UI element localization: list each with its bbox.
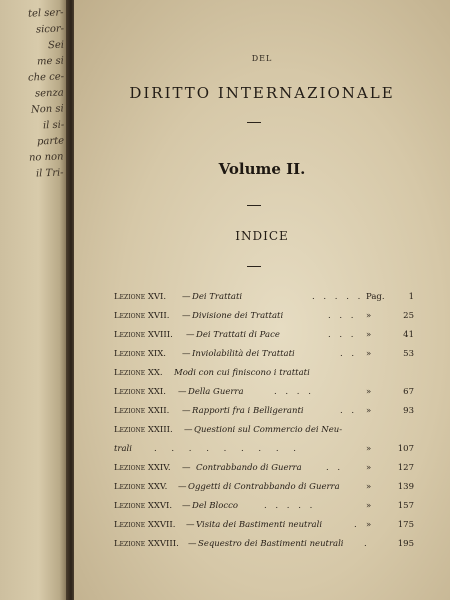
toc-page-number: 67 xyxy=(403,387,414,397)
toc-lesson: Lezione XXV. xyxy=(114,482,168,492)
toc-page-number: 195 xyxy=(397,539,414,549)
toc-lesson: Lezione XXVII. xyxy=(114,520,176,530)
toc-lesson: Lezione XVI. xyxy=(114,292,167,302)
toc-row xyxy=(114,501,414,520)
toc-title: Inviolabilità dei Trattati xyxy=(192,349,295,359)
toc-lesson: Lezione XVIII. xyxy=(114,330,173,340)
toc-leader-dots: . xyxy=(364,539,370,549)
divider-dash xyxy=(247,122,261,123)
toc-lesson: Lezione XXII. xyxy=(114,406,170,416)
toc-page-number: 25 xyxy=(403,311,414,321)
toc-separator: — xyxy=(182,463,191,473)
left-page-fragment: sicor- xyxy=(35,23,65,36)
toc-lesson: Lezione XXVIII. xyxy=(114,539,179,549)
toc-title: Oggetti di Contrabbando di Guerra xyxy=(188,482,340,492)
volume-heading: Volume II. xyxy=(218,160,306,178)
toc-separator: — xyxy=(182,501,191,511)
toc-lesson: Lezione XX. xyxy=(114,368,163,378)
toc-lesson: Lezione XXI. xyxy=(114,387,166,397)
header-small: DEL xyxy=(251,54,273,63)
toc-page-number: 175 xyxy=(397,520,414,530)
toc-title: Modi con cui finiscono i trattati xyxy=(174,368,310,378)
toc-page-marker: » xyxy=(366,330,372,340)
toc-lesson: Lezione XXVI. xyxy=(114,501,173,511)
left-page-fragment: parte xyxy=(36,135,65,148)
toc-page-marker: » xyxy=(366,444,372,454)
toc-lesson: Lezione XXIII. xyxy=(114,425,173,435)
toc-page-marker: » xyxy=(366,311,372,321)
toc-row xyxy=(114,520,414,539)
toc-leader-dots: . . . . . . . . . xyxy=(154,444,302,454)
toc-title: Del Blocco xyxy=(192,501,238,511)
toc-row xyxy=(114,292,414,311)
toc-separator: — xyxy=(186,520,195,530)
toc-title: Dei Trattati di Pace xyxy=(196,330,280,340)
toc-separator: — xyxy=(188,539,197,549)
left-page-fragment: che ce- xyxy=(27,71,65,84)
toc-page-number: 107 xyxy=(397,444,414,454)
toc-row xyxy=(114,539,414,558)
toc-row xyxy=(114,330,414,349)
table-of-contents xyxy=(114,292,414,558)
toc-lesson: Lezione XVII. xyxy=(114,311,170,321)
toc-separator: — xyxy=(182,292,191,302)
toc-page-marker: » xyxy=(366,463,372,473)
toc-title: Dei Trattati xyxy=(192,292,243,302)
toc-separator: — xyxy=(182,406,191,416)
toc-leader-dots: . . xyxy=(340,349,358,359)
left-page-fragment: no non xyxy=(29,151,65,164)
toc-page-number: 41 xyxy=(403,330,414,340)
toc-page-marker: » xyxy=(366,482,372,492)
toc-separator: — xyxy=(178,482,187,492)
toc-title: Sequestro dei Bastimenti neutrali xyxy=(198,539,344,549)
toc-leader-dots: . . . . . xyxy=(312,292,364,302)
divider-dash xyxy=(247,205,261,206)
toc-leader-dots: . . xyxy=(326,463,344,473)
toc-row xyxy=(114,368,414,387)
left-page-fragment: senza xyxy=(35,87,65,100)
toc-separator: — xyxy=(184,425,193,435)
toc-page-marker: » xyxy=(366,520,372,530)
toc-row xyxy=(114,406,414,425)
toc-page-marker: Pag. xyxy=(366,292,385,302)
toc-page-marker: » xyxy=(366,387,372,397)
toc-separator: — xyxy=(182,311,191,321)
toc-row xyxy=(114,444,414,463)
left-page-fragment: il si- xyxy=(42,119,65,132)
toc-row xyxy=(114,311,414,330)
toc-page-number: 139 xyxy=(397,482,414,492)
toc-page-number: 157 xyxy=(397,501,414,511)
toc-page-marker: » xyxy=(366,406,372,416)
toc-title: Della Guerra xyxy=(188,387,244,397)
toc-leader-dots: . . . xyxy=(328,311,357,321)
toc-page-marker: » xyxy=(366,501,372,511)
toc-row xyxy=(114,349,414,368)
toc-leader-dots: . . . xyxy=(328,330,357,340)
toc-title-continuation: trali xyxy=(114,444,132,454)
toc-page-number: 127 xyxy=(397,463,414,473)
toc-page-number: 93 xyxy=(403,406,414,416)
toc-page-number: 53 xyxy=(403,349,414,359)
toc-lesson: Lezione XIX. xyxy=(114,349,166,359)
toc-page-number: 1 xyxy=(408,292,414,302)
page-title: DIRITTO INTERNAZIONALE xyxy=(129,84,395,102)
index-heading: INDICE xyxy=(235,229,289,243)
toc-lesson: Lezione XXIV. xyxy=(114,463,171,473)
toc-row xyxy=(114,463,414,482)
toc-leader-dots: . . . . xyxy=(274,387,314,397)
right-page xyxy=(74,0,450,600)
toc-title: Visita dei Bastimenti neutrali xyxy=(196,520,323,530)
left-page xyxy=(0,0,70,600)
toc-title: Contrabbando di Guerra xyxy=(196,463,302,473)
left-page-fragment: il Tri- xyxy=(36,167,65,180)
left-page-fragment: tel ser- xyxy=(28,7,65,20)
toc-leader-dots: . . . . . xyxy=(264,501,316,511)
toc-title: Divisione dei Trattati xyxy=(192,311,284,321)
toc-leader-dots: . . xyxy=(340,406,358,416)
toc-separator: — xyxy=(182,349,191,359)
toc-title: Rapporti fra i Belligeranti xyxy=(192,406,304,416)
divider-dash xyxy=(247,266,261,267)
toc-separator: — xyxy=(186,330,195,340)
toc-row xyxy=(114,482,414,501)
toc-separator: — xyxy=(178,387,187,397)
left-page-fragment: Non si xyxy=(31,103,65,116)
toc-leader-dots: . xyxy=(354,520,360,530)
left-page-fragment: Sei xyxy=(47,39,65,52)
toc-row xyxy=(114,387,414,406)
toc-row xyxy=(114,425,414,444)
toc-page-marker: » xyxy=(366,349,372,359)
left-page-fragment: me si xyxy=(36,55,65,68)
toc-title: Questioni sul Commercio dei Neu- xyxy=(194,425,343,435)
